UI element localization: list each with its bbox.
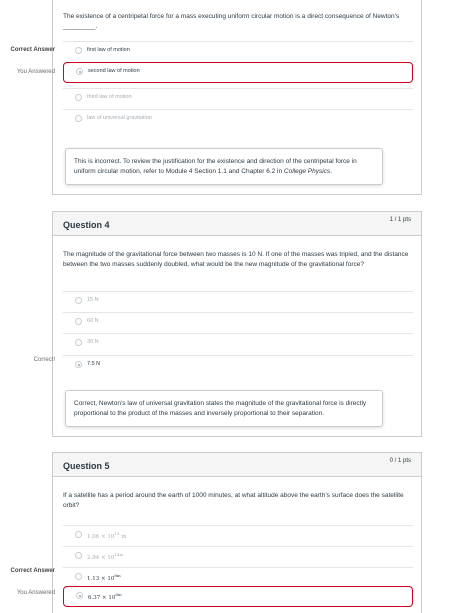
you-answered-label: You Answered — [16, 590, 55, 596]
q4-answer-4-selected — [63, 355, 413, 373]
answer-label: 15 N — [87, 297, 99, 303]
answer-label: $1.13 \times 10^{8m}$ — [87, 573, 121, 582]
answer-label: $6.37 \times 10^{6m}$ — [88, 592, 122, 601]
q5-answer-1 — [63, 525, 413, 543]
question-title: Question 5 — [63, 461, 110, 471]
radio-icon — [75, 297, 82, 304]
radio-icon — [75, 318, 82, 325]
q4-answer-1 — [63, 291, 413, 309]
question-3-text: The existence of a centripetal force for a mass executing uniform circular motion is a direct consequence of Newton’s _________. — [63, 13, 400, 30]
q3-answer-4 — [63, 109, 413, 127]
answer-label: law of universal gravitation — [87, 115, 152, 121]
you-answered-label: You Answered — [16, 69, 55, 75]
answer-label: 60 N — [87, 318, 99, 324]
q3-feedback — [65, 148, 383, 185]
question-points: 0 / 1 pts — [389, 458, 411, 464]
correct-answer-label: Correct Answer — [10, 47, 55, 53]
radio-icon — [75, 573, 82, 580]
question-4-card — [52, 211, 422, 437]
q3-answer-3 — [63, 88, 413, 106]
radio-checked-icon — [75, 361, 82, 368]
correct-answer-label: Correct Answer — [10, 568, 55, 574]
feedback-text: This is incorrect. To review the justification for the existence and direction of the centripetal force in uniform circular motion, refer to Module 4 Section 1.1 and Chapter 6.2 in — [74, 158, 357, 175]
radio-icon — [75, 94, 82, 101]
radio-checked-icon — [76, 592, 83, 599]
q3-answer-1 — [63, 41, 413, 59]
answer-label: 7.5 N — [87, 361, 101, 367]
answer-label: second law of motion — [88, 68, 140, 74]
q3-answer-2-selected — [63, 62, 413, 83]
q4-answer-3 — [63, 333, 413, 351]
radio-icon — [75, 552, 82, 559]
question-3-card — [52, 0, 422, 195]
question-5-text: If a satellite has a period around the earth of 1000 minutes, at what altitude above the earth’s surface does the satellite orbit? — [63, 492, 404, 509]
answer-label: third law of motion — [87, 94, 132, 100]
radio-checked-icon — [76, 68, 83, 75]
q4-answer-2 — [63, 312, 413, 330]
radio-icon — [75, 115, 82, 122]
question-title: Question 4 — [63, 220, 110, 230]
feedback-book-title: College Physics — [283, 167, 331, 175]
radio-icon — [75, 47, 82, 54]
radio-icon — [75, 531, 82, 538]
question-points: 1 / 1 pts — [389, 217, 411, 223]
question-4-text: The magnitude of the gravitational force between two masses is 10 N. If one of the masses was tripled, and the distance between the two masses suddenly doubled, what would be the new magnitude of the gravitational force? — [63, 251, 409, 268]
radio-icon — [75, 339, 82, 346]
question-header — [53, 212, 421, 236]
q4-feedback: Correct, Newton’s law of universal gravitation states the magnitude of the gravitational force is directly proportional to the product of the masses and inversely proportional to their separation. — [65, 390, 383, 427]
q5-answer-2 — [63, 546, 413, 564]
feedback-suffix: . — [330, 167, 332, 175]
q5-answer-4-selected — [63, 586, 413, 607]
answer-label: first law of motion — [87, 47, 130, 53]
correct-label: Correct! — [33, 357, 55, 363]
answer-label: 30 N — [87, 339, 99, 345]
question-5-card — [52, 452, 422, 613]
q5-answer-3 — [63, 567, 413, 585]
answer-label: $1.06 \times 10^{10}$ m — [87, 531, 127, 540]
answer-label: $2.94 \times 10^{14m}$ — [87, 552, 124, 561]
question-header — [53, 453, 421, 477]
